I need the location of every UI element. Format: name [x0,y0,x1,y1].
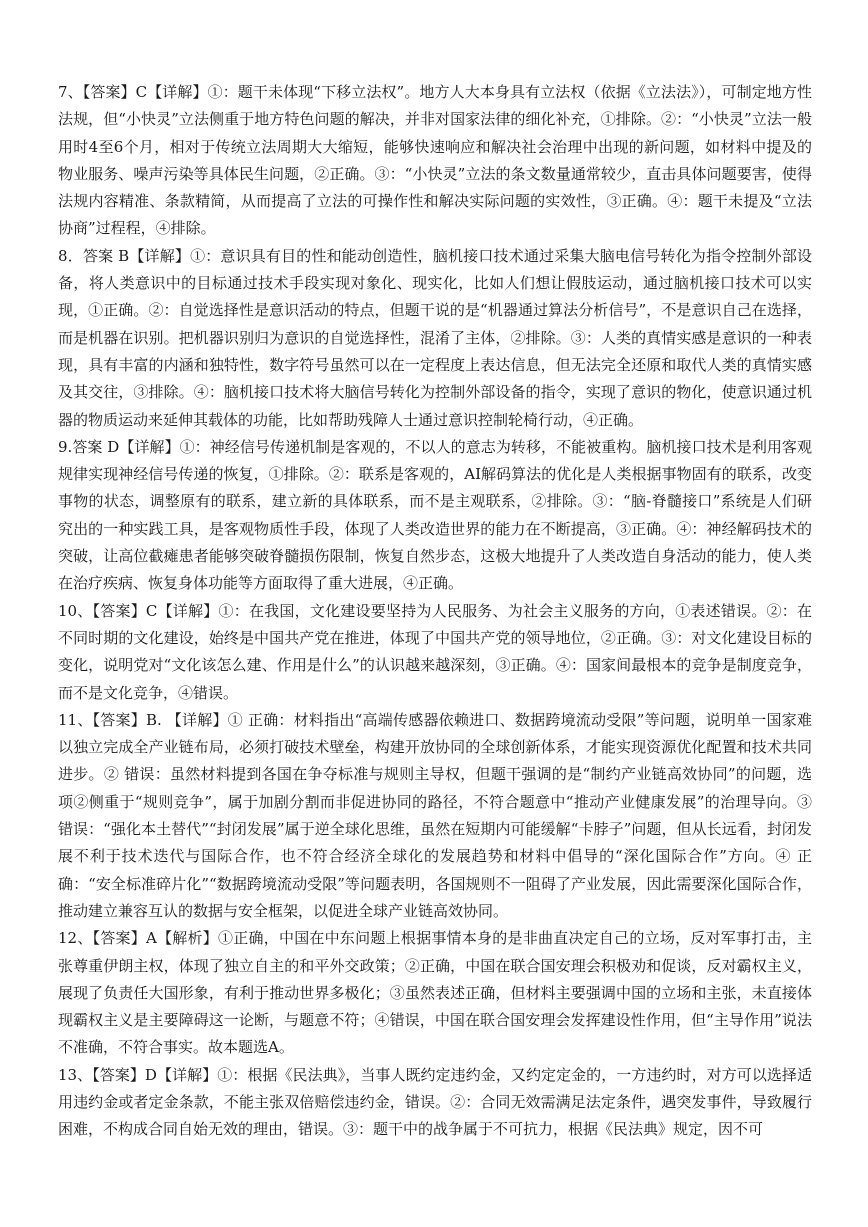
explanation-q12: 12、【答案】A【解析】①正确，中国在中东问题上根据事情本身的是非曲直决定自己的立场，反对军事打击，主张尊重伊朗主权，体现了独立自主的和平外交政策；②正确，中国在联合国安理会积极劝和促谈，反对霸权主义，展现了负责任大国形象，有利于推动世界多极化；③虽然表述正确，但材料主要强调中国的立场和主张，未直接体现霸权主义是主要障碍这一论断，与题意不符；④错误，中国在联合国安理会发挥建设性作用，但“主导作用”说法不准确，不符合事实。故本题选A。 [58,929,812,1057]
explanation-q8: 8．答案 B【详解】①：意识具有目的性和能动创造性，脑机接口技术通过采集大脑电信号转化为指令控制外部设备，将人类意识中的目标通过技术手段实现对象化、现实化，比如人们想让假肢运动，通过脑机接口技术可以实现，①正确。②：自觉选择性是意识活动的特点，但题干说的是“机器通过算法分析信号”，不是意识自己在选择，而是机器在识别。把机器识别归为意识的自觉选择性，混淆了主体，②排除。③：人类的真情实感是意识的一种表现，具有丰富的内涵和独特性，数字符号虽然可以在一定程度上表达信息，但无法完全还原和取代人类的真情实感及其交往，③排除。④：脑机接口技术将大脑信号转化为控制外部设备的指令，实现了意识的物化，使意识通过机器的物质运动来延伸其载体的功能，比如帮助残障人士通过意识控制轮椅行动，④正确。 [58,246,812,429]
explanation-q11: 11、【答案】B. 【详解】① 正确：材料指出“高端传感器依赖进口、数据跨境流动受限”等问题，说明单一国家难以独立完成全产业链布局，必须打破技术壁垒，构建开放协同的全球创新体系，才能实现资源优化配置和技术共同进步。② 错误：虽然材料提到各国在争夺标准与规则主导权，但题干强调的是“制约产业链高效协同”的问题，选项②侧重于“规则竞争”，属于加剧分割而非促进协同的路径，不符合题意中“推动产业健康发展”的治理导向。③ 错误：“强化本土替代”“封闭发展”属于逆全球化思维，虽然在短期内可能缓解“卡脖子”问题，但从长远看，封闭发展不利于技术迭代与国际合作，也不符合经济全球化的发展趋势和材料中倡导的“深化国际合作”方向。④ 正确：“安全标准碎片化”“数据跨境流动受限”等问题表明，各国规则不一阻碍了产业发展，因此需要深化国际合作，推动建立兼容互认的数据与安全框架，以促进全球产业链高效协同。 [58,710,812,920]
explanation-q13: 13、【答案】D【详解】①：根据《民法典》，当事人既约定违约金，又约定定金的，一方违约时，对方可以选择适用违约金或者定金条款，不能主张双倍赔偿违约金，错误。②：合同无效需满足法定条件，遇突发事件，导致履行困难，不构成合同自始无效的理由，错误。③：题干中的战争属于不可抗力，根据《民法典》规定，因不可 [58,1065,812,1139]
answer-explanations-page [58,79,812,1144]
explanation-q7: 7、【答案】C【详解】①：题干未体现“下移立法权”。地方人大本身具有立法权（依据《立法法》），可制定地方性法规，但“小快灵”立法侧重于地方特色问题的解决，并非对国家法律的细化补充，①排除。②：“小快灵”立法一般用时4至6个月，相对于传统立法周期大大缩短，能够快速响应和解决社会治理中出现的新问题，如材料中提及的物业服务、噪声污染等具体民生问题，②正确。③：“小快灵”立法的条文数量通常较少，直击具体问题要害，使得法规内容精准、条款精简，从而提高了立法的可操作性和解决实际问题的实效性，③正确。④：题干未提及“立法协商”过程程，④排除。 [58,83,812,238]
explanation-q10: 10、【答案】C【详解】①：在我国，文化建设要坚持为人民服务、为社会主义服务的方向，①表述错误。②：在不同时期的文化建设，始终是中国共产党在推进，体现了中国共产党的领导地位，②正确。③：对文化建设目标的变化，说明党对“文化该怎么建、作用是什么”的认识越来越深刻，③正确。④：国家间最根本的竞争是制度竞争，而不是文化竞争，④错误。 [58,601,812,702]
explanation-q9: 9.答案 D【详解】①：神经信号传递机制是客观的，不以人的意志为转移，不能被重构。脑机接口技术是利用客观规律实现神经信号传递的恢复，①排除。②：联系是客观的，AI解码算法的优化是人类根据事物固有的联系，改变事物的状态，调整原有的联系，建立新的具体联系，而不是主观联系，②排除。③：“脑-脊髓接口”系统是人们研究出的一种实践工具，是客观物质性手段，体现了人类改造世界的能力在不断提高，③正确。④：神经解码技术的突破，让高位截瘫患者能够突破脊髓损伤限制，恢复自然步态，这极大地提升了人类改造自身活动的能力，使人类在治疗疾病、恢复身体功能等方面取得了重大进展，④正确。 [58,437,812,593]
